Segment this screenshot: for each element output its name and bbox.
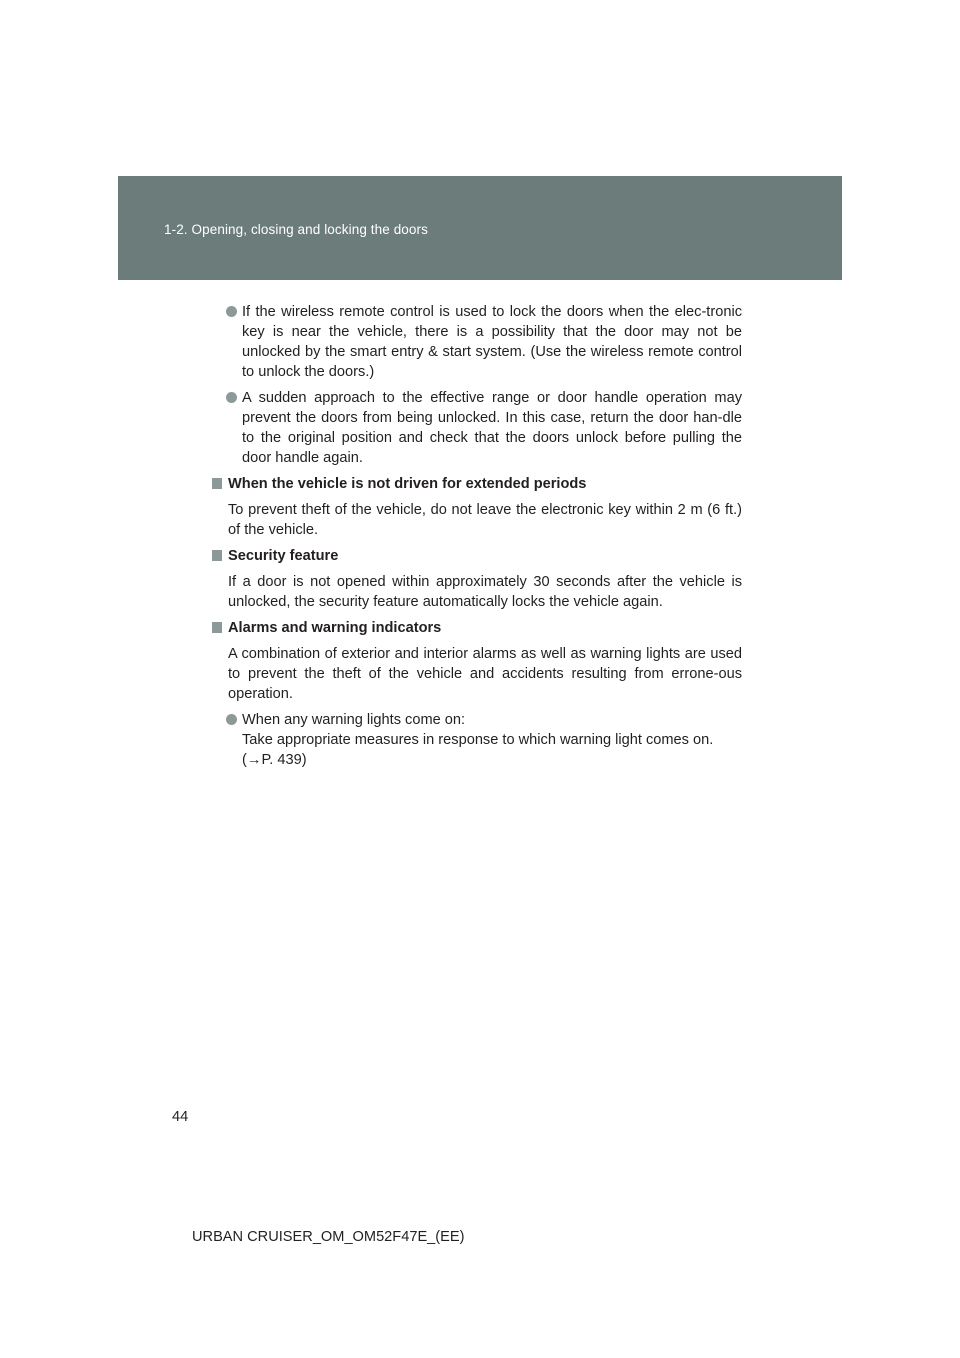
section-body: If a door is not opened within approximately 30 seconds after the vehicle is unlocked, the security feature automatically locks the vehicle again.	[228, 574, 742, 610]
chapter-title: 1-2. Opening, closing and locking the doors	[164, 222, 428, 237]
section-security-feature	[212, 546, 742, 612]
section-alarms	[212, 618, 742, 770]
chapter-header-bar	[118, 176, 842, 280]
bullet-text: If the wireless remote control is used to lock the doors when the elec-tronic key is near the vehicle, there is a possibility that the door may not be unlocked by the smart entry & start system. (Use the wireless remote control to unlock the doors.)	[242, 304, 742, 380]
bullet-dot-icon	[226, 306, 237, 317]
section-body: A combination of exterior and interior alarms as well as warning lights are used to prevent the theft of the vehicle and accidents resulting from errone-ous operation.	[228, 646, 742, 702]
bullet-text-line: When any warning lights come on:	[242, 712, 466, 728]
bullet-item	[212, 302, 742, 382]
square-bullet-icon	[212, 478, 222, 489]
document-footer: URBAN CRUISER_OM_OM52F47E_(EE)	[192, 1229, 465, 1245]
bullet-item	[212, 388, 742, 468]
section-body: To prevent theft of the vehicle, do not leave the electronic key within 2 m (6 ft.) of the vehicle.	[228, 502, 742, 538]
square-bullet-icon	[212, 550, 222, 561]
bullet-dot-icon	[226, 392, 237, 403]
section-heading	[212, 618, 742, 638]
bullet-text: A sudden approach to the effective range or door handle operation may prevent the doors from being unlocked. In this case, return the door han-dle to the original position and check that the doors unlock before pulling the door handle again.	[242, 390, 742, 466]
section-heading-text: Security feature	[228, 548, 339, 564]
bullet-text-line: Take appropriate measures in response to which warning light comes on.	[242, 732, 714, 748]
section-heading-text: Alarms and warning indicators	[228, 620, 442, 636]
section-heading-text: When the vehicle is not driven for extended periods	[228, 476, 587, 492]
square-bullet-icon	[212, 622, 222, 633]
bullet-item	[212, 710, 742, 770]
bullet-dot-icon	[226, 714, 237, 725]
section-heading	[212, 474, 742, 494]
section-extended-periods	[212, 474, 742, 540]
section-heading	[212, 546, 742, 566]
page-content	[212, 302, 742, 776]
page-reference: (→P. 439)	[242, 752, 307, 768]
page-number: 44	[172, 1109, 189, 1125]
